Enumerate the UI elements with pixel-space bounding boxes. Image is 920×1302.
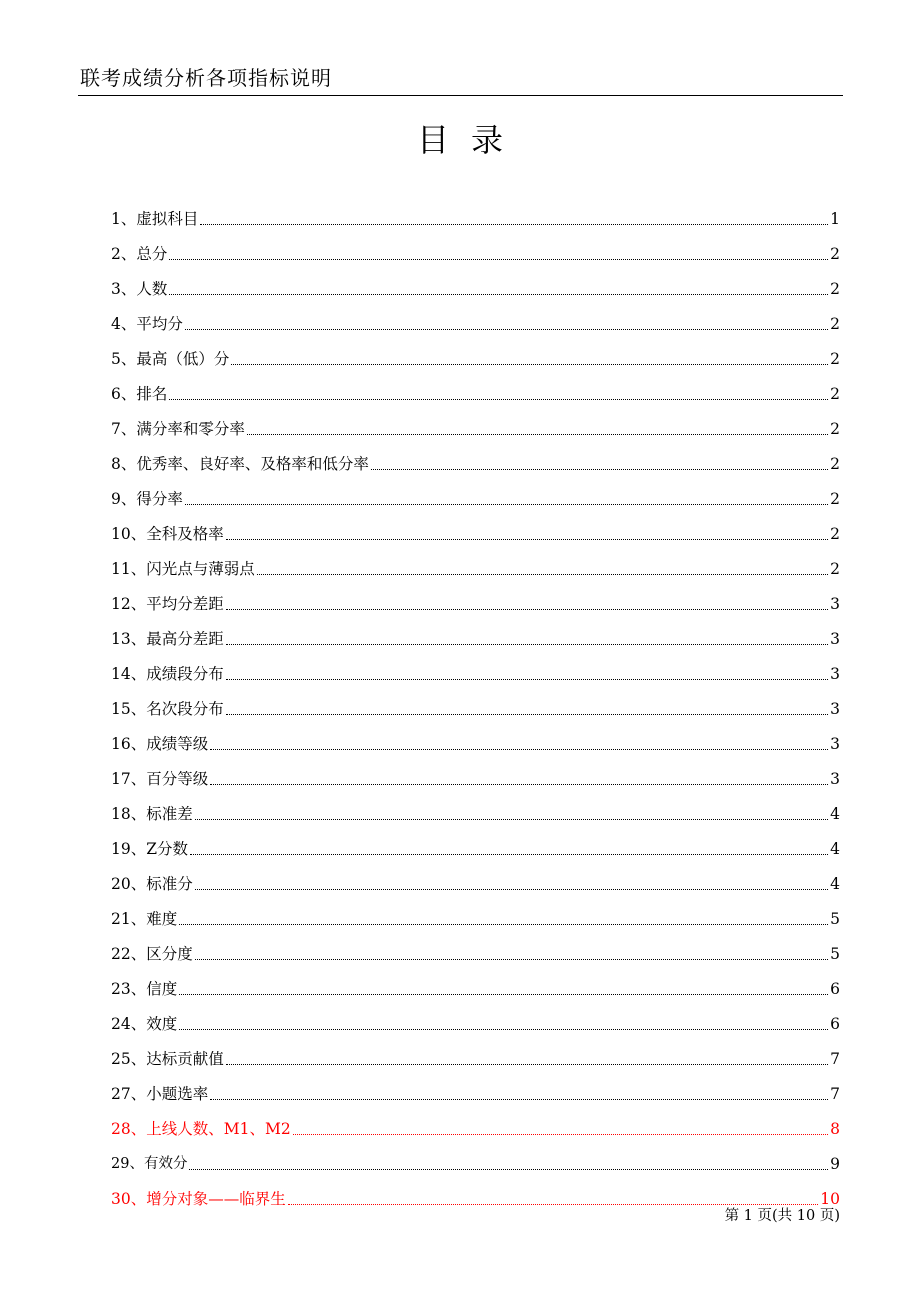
toc-entry-label: 29、有效分 — [111, 1156, 188, 1172]
toc-entry-label: 13、最高分差距 — [111, 630, 224, 648]
toc-leader-dots — [195, 888, 828, 890]
toc-entry-label: 27、小题选率 — [111, 1085, 209, 1103]
toc-leader-dots — [231, 363, 828, 365]
toc-entry-page: 2 — [830, 280, 840, 298]
toc-entry-page: 10 — [820, 1190, 840, 1208]
toc-entry-page: 6 — [830, 1015, 840, 1033]
toc-leader-dots — [179, 993, 828, 995]
toc-leader-dots — [189, 1168, 828, 1170]
toc-leader-dots — [226, 1063, 828, 1065]
toc-entry-page: 2 — [830, 560, 840, 578]
toc-list — [111, 194, 840, 1209]
toc-leader-dots — [226, 678, 828, 680]
toc-entry-page: 2 — [830, 350, 840, 368]
toc-entry-label: 9、得分率 — [111, 490, 183, 508]
toc-entry[interactable] — [111, 1174, 840, 1209]
toc-leader-dots — [169, 398, 828, 400]
toc-entry-label: 21、难度 — [111, 910, 178, 928]
toc-entry-page: 2 — [830, 385, 840, 403]
toc-leader-dots — [195, 818, 828, 820]
toc-entry[interactable] — [111, 684, 840, 719]
toc-entry[interactable] — [111, 194, 840, 229]
toc-entry-label: 4、平均分 — [111, 315, 183, 333]
toc-entry-page: 3 — [830, 630, 840, 648]
toc-leader-dots — [257, 573, 828, 575]
toc-leader-dots — [169, 293, 828, 295]
toc-entry-page: 3 — [830, 700, 840, 718]
toc-leader-dots — [210, 1098, 828, 1100]
toc-leader-dots — [293, 1133, 828, 1135]
toc-entry[interactable] — [111, 929, 840, 964]
toc-entry[interactable] — [111, 299, 840, 334]
toc-entry-label: 28、上线人数、M1、M2 — [111, 1120, 291, 1138]
toc-leader-dots — [179, 923, 828, 925]
toc-leader-dots — [210, 748, 828, 750]
toc-leader-dots — [226, 713, 828, 715]
toc-entry[interactable] — [111, 334, 840, 369]
toc-entry-page: 2 — [830, 420, 840, 438]
toc-entry-page: 2 — [830, 315, 840, 333]
toc-entry[interactable] — [111, 894, 840, 929]
toc-leader-dots — [185, 328, 828, 330]
toc-entry-label: 19、Z分数 — [111, 840, 188, 858]
toc-leader-dots — [247, 433, 828, 435]
toc-entry-page: 5 — [830, 910, 840, 928]
header-title: 联考成绩分析各项指标说明 — [80, 66, 332, 90]
toc-entry[interactable] — [111, 439, 840, 474]
toc-entry-label: 17、百分等级 — [111, 770, 209, 788]
toc-entry-label: 20、标准分 — [111, 875, 193, 893]
toc-entry[interactable] — [111, 474, 840, 509]
toc-entry-page: 2 — [830, 525, 840, 543]
toc-entry[interactable] — [111, 999, 840, 1034]
toc-leader-dots — [288, 1203, 819, 1205]
toc-leader-dots — [226, 608, 828, 610]
toc-entry-label: 8、优秀率、良好率、及格率和低分率 — [111, 455, 369, 473]
toc-entry-page: 1 — [830, 210, 840, 228]
toc-entry-label: 22、区分度 — [111, 945, 193, 963]
toc-leader-dots — [179, 1028, 828, 1030]
toc-entry[interactable] — [111, 369, 840, 404]
toc-entry[interactable] — [111, 1034, 840, 1069]
toc-entry-label: 5、最高（低）分 — [111, 350, 230, 368]
toc-entry-page: 5 — [830, 945, 840, 963]
toc-entry-page: 4 — [830, 805, 840, 823]
toc-entry-label: 11、闪光点与薄弱点 — [111, 560, 255, 578]
toc-leader-dots — [190, 853, 828, 855]
footer-page-number: 第 1 页(共 10 页) — [724, 1208, 840, 1224]
toc-entry-label: 10、全科及格率 — [111, 525, 224, 543]
toc-leader-dots — [210, 783, 828, 785]
toc-entry[interactable] — [111, 964, 840, 999]
toc-entry[interactable] — [111, 789, 840, 824]
toc-entry-page: 7 — [830, 1085, 840, 1103]
toc-entry-label: 6、排名 — [111, 385, 168, 403]
toc-entry[interactable] — [111, 1104, 840, 1139]
toc-entry[interactable] — [111, 544, 840, 579]
toc-entry[interactable] — [111, 509, 840, 544]
toc-entry-label: 30、增分对象——临界生 — [111, 1190, 286, 1208]
toc-entry[interactable] — [111, 719, 840, 754]
toc-entry-label: 15、名次段分布 — [111, 700, 224, 718]
toc-leader-dots — [200, 223, 828, 225]
toc-entry[interactable] — [111, 859, 840, 894]
toc-entry[interactable] — [111, 579, 840, 614]
toc-entry-label: 25、达标贡献值 — [111, 1050, 224, 1068]
toc-leader-dots — [169, 258, 828, 260]
toc-entry-page: 6 — [830, 980, 840, 998]
toc-entry-page: 7 — [830, 1050, 840, 1068]
toc-entry-label: 18、标准差 — [111, 805, 193, 823]
toc-entry-page: 4 — [830, 840, 840, 858]
toc-entry-label: 16、成绩等级 — [111, 735, 209, 753]
toc-entry[interactable] — [111, 824, 840, 859]
toc-entry-label: 12、平均分差距 — [111, 595, 224, 613]
toc-entry-page: 3 — [830, 595, 840, 613]
toc-entry[interactable] — [111, 404, 840, 439]
toc-entry-page: 3 — [830, 770, 840, 788]
toc-entry-label: 24、效度 — [111, 1015, 178, 1033]
toc-entry-page: 2 — [830, 490, 840, 508]
header-rule — [78, 95, 843, 96]
toc-entry[interactable] — [111, 229, 840, 264]
toc-entry-page: 4 — [830, 875, 840, 893]
toc-entry-page: 3 — [830, 665, 840, 683]
toc-entry[interactable] — [111, 614, 840, 649]
toc-leader-dots — [185, 503, 828, 505]
toc-leader-dots — [226, 538, 828, 540]
toc-entry[interactable] — [111, 1069, 840, 1104]
toc-entry-page: 8 — [830, 1120, 840, 1138]
toc-entry-label: 2、总分 — [111, 245, 168, 263]
toc-entry[interactable] — [111, 754, 840, 789]
toc-entry-label: 3、人数 — [111, 280, 168, 298]
toc-entry[interactable] — [111, 264, 840, 299]
toc-entry-label: 7、满分率和零分率 — [111, 420, 245, 438]
toc-entry-page: 2 — [830, 245, 840, 263]
toc-entry-label: 23、信度 — [111, 980, 178, 998]
toc-leader-dots — [371, 468, 828, 470]
toc-leader-dots — [195, 958, 828, 960]
toc-entry-page: 9 — [830, 1155, 840, 1173]
toc-title: 目录 — [416, 121, 525, 159]
toc-leader-dots — [226, 643, 828, 645]
toc-entry-page: 3 — [830, 735, 840, 753]
toc-entry[interactable] — [111, 649, 840, 684]
toc-entry-label: 14、成绩段分布 — [111, 665, 224, 683]
toc-entry[interactable] — [111, 1139, 840, 1174]
toc-entry-page: 2 — [830, 455, 840, 473]
toc-entry-label: 1、虚拟科目 — [111, 210, 199, 228]
